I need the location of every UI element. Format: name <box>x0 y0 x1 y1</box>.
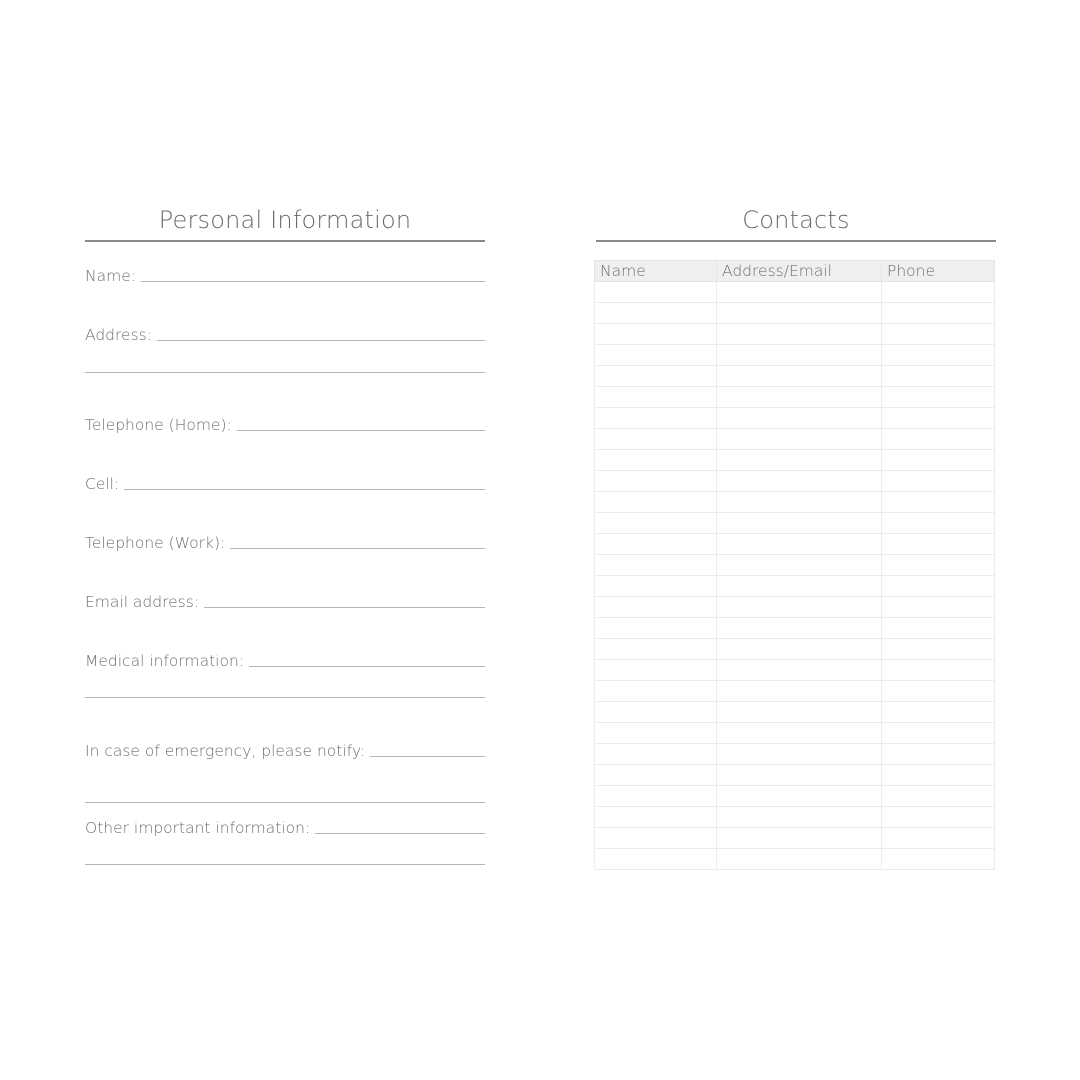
table-row <box>595 324 995 345</box>
cell-field[interactable] <box>85 474 485 494</box>
table-cell[interactable] <box>882 597 995 618</box>
table-row <box>595 282 995 303</box>
table-row <box>595 345 995 366</box>
emergency-contact-label: In case of emergency, please notify: <box>85 742 366 760</box>
contacts-header-row <box>595 261 995 282</box>
table-cell[interactable] <box>882 324 995 345</box>
table-cell[interactable] <box>882 744 995 765</box>
other-information-field[interactable] <box>85 818 485 838</box>
table-cell[interactable] <box>882 807 995 828</box>
personal-information-title: Personal Information <box>85 200 485 242</box>
other-information-input-line-2[interactable] <box>85 864 485 865</box>
table-row <box>595 723 995 744</box>
table-row <box>595 786 995 807</box>
table-row <box>595 639 995 660</box>
table-row <box>595 450 995 471</box>
table-cell[interactable] <box>882 408 995 429</box>
table-cell[interactable] <box>717 576 882 597</box>
table-cell[interactable] <box>717 765 882 786</box>
table-cell[interactable] <box>882 681 995 702</box>
table-cell[interactable] <box>717 660 882 681</box>
email-label: Email address: <box>85 593 200 611</box>
table-cell[interactable] <box>717 387 882 408</box>
contacts-title: Contacts <box>596 200 996 242</box>
table-cell[interactable] <box>595 702 717 723</box>
contacts-table <box>594 260 995 870</box>
table-row <box>595 849 995 870</box>
table-cell[interactable] <box>882 639 995 660</box>
table-row <box>595 303 995 324</box>
table-cell[interactable] <box>595 282 717 303</box>
table-cell[interactable] <box>882 471 995 492</box>
table-cell[interactable] <box>717 450 882 471</box>
table-cell[interactable] <box>882 555 995 576</box>
emergency-contact-input-line[interactable] <box>370 756 485 757</box>
table-cell[interactable] <box>595 765 717 786</box>
contacts-table-body <box>595 282 995 870</box>
column-header-name: Name <box>595 261 717 282</box>
table-cell[interactable] <box>717 534 882 555</box>
table-cell[interactable] <box>882 492 995 513</box>
table-cell[interactable] <box>595 408 717 429</box>
table-cell[interactable] <box>717 702 882 723</box>
table-cell[interactable] <box>717 597 882 618</box>
table-cell[interactable] <box>717 786 882 807</box>
medical-information-input-line-2[interactable] <box>85 697 485 698</box>
table-cell[interactable] <box>595 639 717 660</box>
table-cell[interactable] <box>595 555 717 576</box>
table-cell[interactable] <box>595 366 717 387</box>
cell-input-line[interactable] <box>124 489 485 490</box>
table-cell[interactable] <box>595 450 717 471</box>
table-cell[interactable] <box>595 303 717 324</box>
email-field[interactable] <box>85 592 485 612</box>
table-cell[interactable] <box>595 828 717 849</box>
table-cell[interactable] <box>595 786 717 807</box>
table-cell[interactable] <box>717 324 882 345</box>
telephone-work-label: Telephone (Work): <box>85 534 226 552</box>
table-cell[interactable] <box>882 723 995 744</box>
column-header-phone: Phone <box>882 261 995 282</box>
table-cell[interactable] <box>717 744 882 765</box>
table-row <box>595 807 995 828</box>
table-cell[interactable] <box>595 576 717 597</box>
table-cell[interactable] <box>882 702 995 723</box>
table-row <box>595 681 995 702</box>
table-cell[interactable] <box>595 324 717 345</box>
name-label: Name: <box>85 267 136 285</box>
table-cell[interactable] <box>882 660 995 681</box>
table-row <box>595 492 995 513</box>
table-cell[interactable] <box>717 492 882 513</box>
table-cell[interactable] <box>595 429 717 450</box>
telephone-work-field[interactable] <box>85 533 485 553</box>
emergency-contact-field[interactable] <box>85 741 485 761</box>
table-row <box>595 387 995 408</box>
table-cell[interactable] <box>882 828 995 849</box>
table-cell[interactable] <box>717 681 882 702</box>
personal-information-panel <box>85 200 485 837</box>
table-cell[interactable] <box>717 366 882 387</box>
table-cell[interactable] <box>595 618 717 639</box>
table-cell[interactable] <box>717 429 882 450</box>
table-row <box>595 366 995 387</box>
table-cell[interactable] <box>882 429 995 450</box>
table-cell[interactable] <box>882 387 995 408</box>
table-cell[interactable] <box>595 534 717 555</box>
table-cell[interactable] <box>717 345 882 366</box>
table-cell[interactable] <box>717 828 882 849</box>
table-cell[interactable] <box>595 387 717 408</box>
contacts-panel <box>596 200 996 280</box>
table-cell[interactable] <box>717 723 882 744</box>
table-cell[interactable] <box>717 408 882 429</box>
table-cell[interactable] <box>717 639 882 660</box>
table-row <box>595 765 995 786</box>
emergency-contact-input-line-2[interactable] <box>85 802 485 803</box>
table-cell[interactable] <box>882 765 995 786</box>
address-input-line-2[interactable] <box>85 372 485 373</box>
table-cell[interactable] <box>882 786 995 807</box>
table-row <box>595 471 995 492</box>
column-header-address-email: Address/Email <box>717 261 882 282</box>
table-cell[interactable] <box>595 345 717 366</box>
email-input-line[interactable] <box>204 607 485 608</box>
table-cell[interactable] <box>595 723 717 744</box>
table-cell[interactable] <box>717 303 882 324</box>
table-row <box>595 744 995 765</box>
address-input-line[interactable] <box>157 340 485 341</box>
table-cell[interactable] <box>595 471 717 492</box>
table-cell[interactable] <box>882 576 995 597</box>
table-cell[interactable] <box>717 849 882 870</box>
other-information-label: Other important information: <box>85 819 311 837</box>
medical-information-field[interactable] <box>85 651 485 671</box>
table-cell[interactable] <box>595 513 717 534</box>
table-cell[interactable] <box>717 471 882 492</box>
table-cell[interactable] <box>882 534 995 555</box>
table-row <box>595 576 995 597</box>
table-row <box>595 597 995 618</box>
telephone-work-input-line[interactable] <box>230 548 485 549</box>
table-cell[interactable] <box>882 282 995 303</box>
table-cell[interactable] <box>595 492 717 513</box>
address-label: Address: <box>85 326 152 344</box>
table-cell[interactable] <box>595 744 717 765</box>
table-row <box>595 702 995 723</box>
table-row <box>595 429 995 450</box>
table-cell[interactable] <box>882 303 995 324</box>
table-row <box>595 618 995 639</box>
table-row <box>595 534 995 555</box>
table-cell[interactable] <box>882 849 995 870</box>
table-cell[interactable] <box>717 618 882 639</box>
medical-information-label: Medical information: <box>85 652 244 670</box>
telephone-home-label: Telephone (Home): <box>85 416 232 434</box>
address-field[interactable] <box>85 325 485 345</box>
table-cell[interactable] <box>595 597 717 618</box>
cell-label: Cell: <box>85 475 120 493</box>
table-cell[interactable] <box>717 807 882 828</box>
table-cell[interactable] <box>595 660 717 681</box>
table-cell[interactable] <box>882 345 995 366</box>
table-row <box>595 555 995 576</box>
telephone-home-input-line[interactable] <box>237 430 485 431</box>
table-cell[interactable] <box>882 513 995 534</box>
table-cell[interactable] <box>717 282 882 303</box>
medical-information-input-line[interactable] <box>249 666 485 667</box>
table-cell[interactable] <box>882 618 995 639</box>
name-input-line[interactable] <box>141 281 485 282</box>
table-cell[interactable] <box>717 513 882 534</box>
telephone-home-field[interactable] <box>85 415 485 435</box>
table-cell[interactable] <box>595 849 717 870</box>
table-cell[interactable] <box>717 555 882 576</box>
name-field[interactable] <box>85 266 485 286</box>
table-row <box>595 408 995 429</box>
table-cell[interactable] <box>882 366 995 387</box>
other-information-input-line[interactable] <box>315 833 485 834</box>
table-row <box>595 513 995 534</box>
table-cell[interactable] <box>882 450 995 471</box>
table-cell[interactable] <box>595 807 717 828</box>
table-row <box>595 828 995 849</box>
table-cell[interactable] <box>595 681 717 702</box>
table-row <box>595 660 995 681</box>
